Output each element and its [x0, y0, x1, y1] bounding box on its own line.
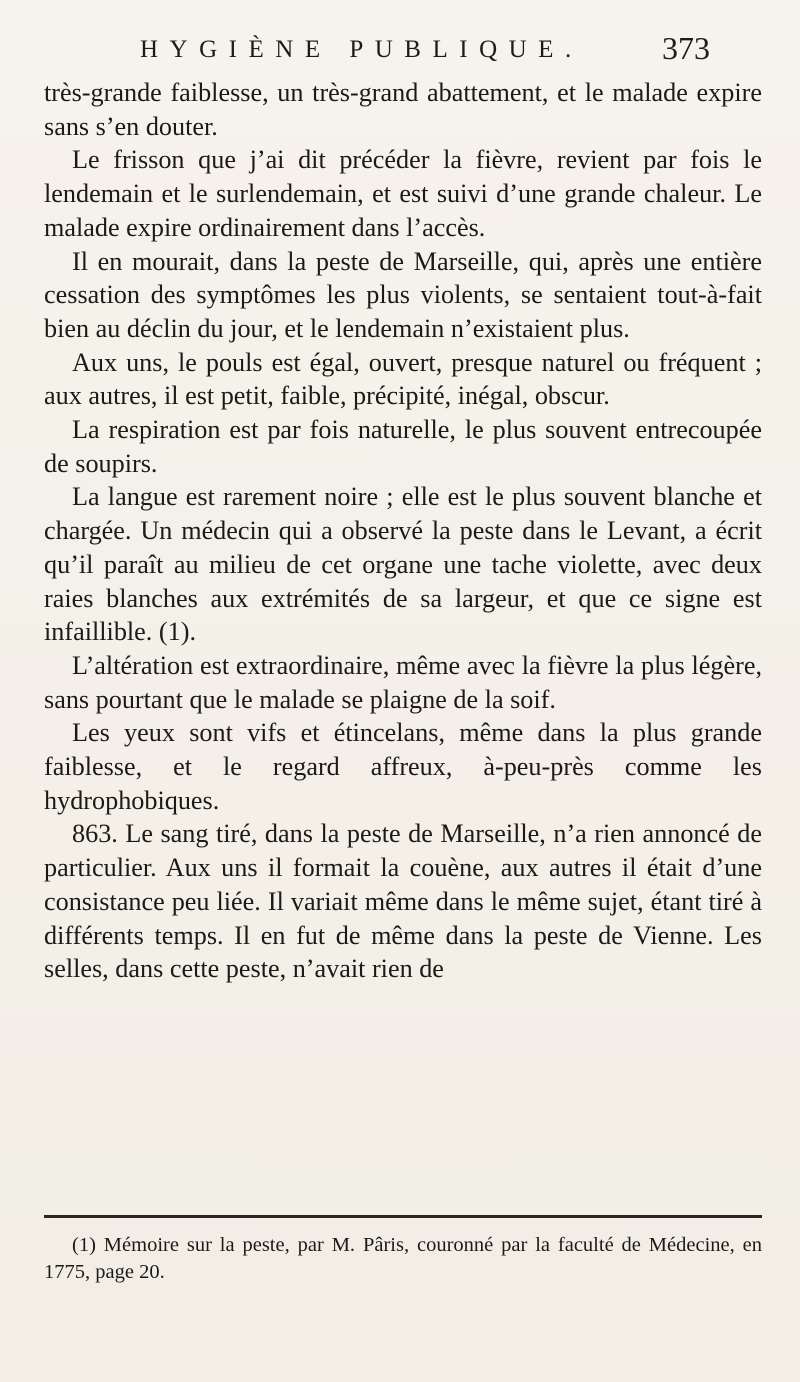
page-number: 373: [662, 30, 710, 66]
paragraph-langue: La langue est rarement noire ; elle est le plus souvent blanche et chargée. Un médecin qui a observé la peste dans le Levant, a écrit qu’il paraît au milieu de cet organe une tache violette, avec deux raies blanches aux extrémités de sa largeur, et que ce signe est infaillible. (1).: [44, 482, 762, 647]
footnote-divider: [44, 1215, 762, 1218]
footnote: [44, 1232, 762, 1286]
paragraph-sang: 863. Le sang tiré, dans la peste de Marseille, n’a rien annoncé de particulier. Aux uns il formait la couène, aux autres il était d’une consistance peu liée. Il variait même dans le même sujet, étant tiré à différents temps. Il en fut de même dans la peste de Vienne. Les selles, dans cette peste, n’avait rien de: [44, 819, 762, 984]
body-text: [44, 76, 762, 986]
paragraph-alteration: L’altération est extraordinaire, même avec la fièvre la plus légère, sans pourtant que le malade se plaigne de la soif.: [44, 650, 762, 714]
paragraph-yeux: Les yeux sont vifs et étincelans, même dans la plus grande faiblesse, et le regard affreux, à-peu-près comme les hydrophobiques.: [44, 718, 762, 815]
paragraph-frisson: Le frisson que j’ai dit précéder la fièvre, revient par fois le lendemain et le surlendemain, et est suivi d’une grande chaleur. Le malade expire ordinairement dans l’accès.: [44, 145, 762, 242]
running-head: [140, 30, 710, 70]
paragraph-respiration: La respiration est par fois naturelle, le plus souvent entrecoupée de soupirs.: [44, 415, 762, 478]
running-title: HYGIÈNE PUBLIQUE.: [140, 36, 583, 63]
paragraph-pouls: Aux uns, le pouls est égal, ouvert, presque naturel ou fréquent ; aux autres, il est petit, faible, précipité, inégal, obscur.: [44, 347, 762, 411]
paragraph-marseille: Il en mourait, dans la peste de Marseille, qui, après une entière cessation des symptômes les plus violents, se sentaient tout-à-fait bien au déclin du jour, et le lendemain n’existaient plus.: [44, 246, 762, 343]
footnote-text: (1) Mémoire sur la peste, par M. Pâris, couronné par la faculté de Médecine, en 1775, page 20.: [44, 1234, 762, 1283]
paragraph-continuation: très-grande faiblesse, un très-grand abattement, et le malade expire sans s’en douter.: [44, 78, 762, 141]
